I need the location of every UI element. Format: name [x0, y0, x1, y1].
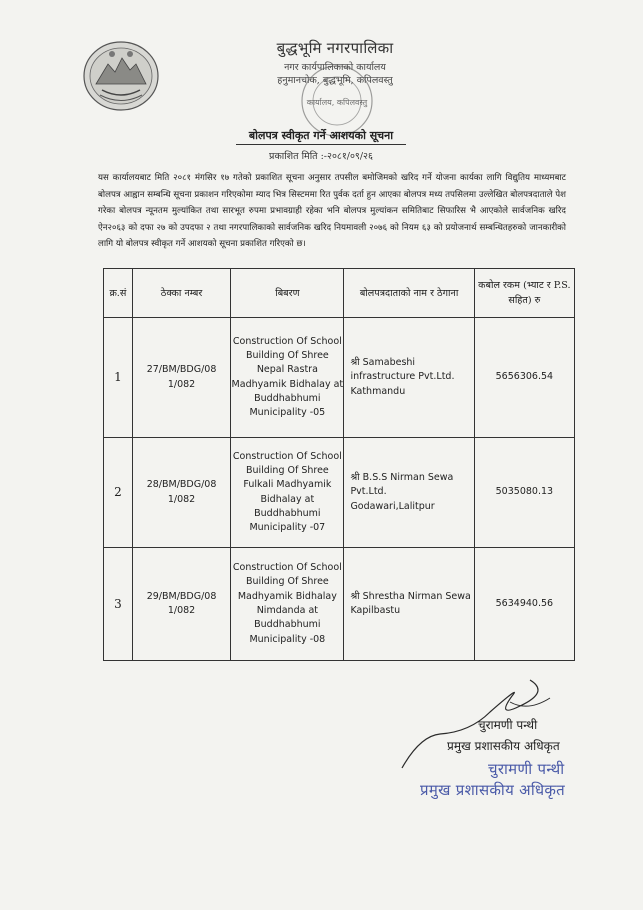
- table-row: [104, 438, 575, 548]
- cell-amount: 5634940.56: [474, 548, 574, 661]
- bidder-prefix: श्री: [350, 590, 360, 602]
- cell-contract: 27/BM/BDG/08 1/082: [132, 318, 230, 438]
- bidder-name: B.S.S Nirman Sewa Pvt.Ltd. Godawari,Lalitpur: [350, 472, 454, 512]
- bidder-prefix: श्री: [350, 357, 360, 369]
- cell-contract: 28/BM/BDG/08 1/082: [132, 438, 230, 548]
- notice-title: बोलपत्र स्वीकृत गर्ने आशयको सूचना: [236, 128, 406, 145]
- header-bidder: बोलपत्रदाताको नाम र ठेगाना: [344, 269, 474, 318]
- signatory-name: चुरामणी पन्थी: [478, 718, 538, 732]
- publication-date: प्रकाशित मिति :-२०८१/०९/२६: [269, 151, 373, 162]
- table-row: [104, 548, 575, 661]
- cell-description: Construction Of School Building Of Shree Nepal Rastra Madhyamik Bidhalay at Buddhabhumi Municipality -05: [231, 318, 344, 438]
- org-name: बुद्धभूमि नगरपालिका: [276, 39, 394, 57]
- cell-description: Construction Of School Building Of Shree Madhyamik Bidhalay Nimdanda at Buddhabhumi Municipality -08: [231, 548, 344, 661]
- tender-table: [103, 268, 575, 661]
- table-row: [104, 318, 575, 438]
- bidder-prefix: श्री: [350, 472, 360, 484]
- stamp-text: कार्यालय, कपिलवस्तु: [306, 98, 368, 107]
- stamp-signatory-title: प्रमुख प्रशासकीय अधिकृत: [420, 781, 566, 799]
- cell-bidder: [344, 318, 474, 438]
- cell-bidder: [344, 548, 474, 661]
- cell-sn: 1: [104, 318, 133, 438]
- stamp-signatory-name: चुरामणी पन्थी: [488, 760, 565, 778]
- cell-description: Construction Of School Building Of Shree Fulkali Madhyamik Bidhalay at Buddhabhumi Municipality -07: [231, 438, 344, 548]
- table-header-row: [104, 269, 575, 318]
- cell-sn: 2: [104, 438, 133, 548]
- cell-bidder: [344, 438, 474, 548]
- bidder-name: Samabeshi infrastructure Pvt.Ltd. Kathmandu: [350, 357, 455, 397]
- header-sn: क्र.सं: [104, 269, 133, 318]
- header-amount: कबोल रकम (भ्याट र P.S. सहित) रु: [474, 269, 574, 318]
- header-description: बिबरण: [231, 269, 344, 318]
- signatory-title: प्रमुख प्रशासकीय अधिकृत: [447, 739, 560, 753]
- cell-amount: 5035080.13: [474, 438, 574, 548]
- bidder-name: Shrestha Nirman Sewa Kapilbastu: [350, 590, 471, 616]
- office-name: नगर कार्यपालिकाको कार्यालय: [284, 62, 386, 73]
- header-contract: ठेक्का नम्बर: [132, 269, 230, 318]
- notice-body: यस कार्यालयबाट मिति २०८१ मंगसिर १७ गतेको प्रकाशित सूचना अनुसार तपसील बमोजिमको खरिद गर्ने योजना कार्यका लागि विद्युतिय माध्यमबाट बोलपत्र आह्वान सम्बन्धि सूचना प्रकाशन गरिएकोमा म्याद भित्र सिस्टममा रित पुर्वक दर्ता हुन आएका बोलपत्र मध्य तपसिलमा उल्लेखित बोलपत्रदाताले पेश गरेका बोलपत्र न्यूनतम मुल्यांकित तथा सारभूत रुपमा प्रभावग्राही रहेका भनि बोलपत्र मुल्यांकन समितिबाट सिफारिस भै आएकोले सार्वजनिक खरिद ऐन२०६३ को दफा २७ को उपदफा २ तथा नगरपालिकाको सार्वजनिक खरिद नियमावली २०७६ को नियम ६३ को प्रयोजनार्थ सम्बन्धितहरुको जानकारीको लागि यो बोलपत्र स्वीकृत गर्ने आशयको सूचना प्रकाशित गरिएको छ।: [98, 173, 566, 250]
- government-emblem-icon: [82, 40, 160, 112]
- cell-contract: 29/BM/BDG/08 1/082: [132, 548, 230, 661]
- cell-sn: 3: [104, 548, 133, 661]
- cell-amount: 5656306.54: [474, 318, 574, 438]
- office-address: हनुमानचोक, बुद्धभूमि, कपिलवस्तु: [277, 75, 393, 86]
